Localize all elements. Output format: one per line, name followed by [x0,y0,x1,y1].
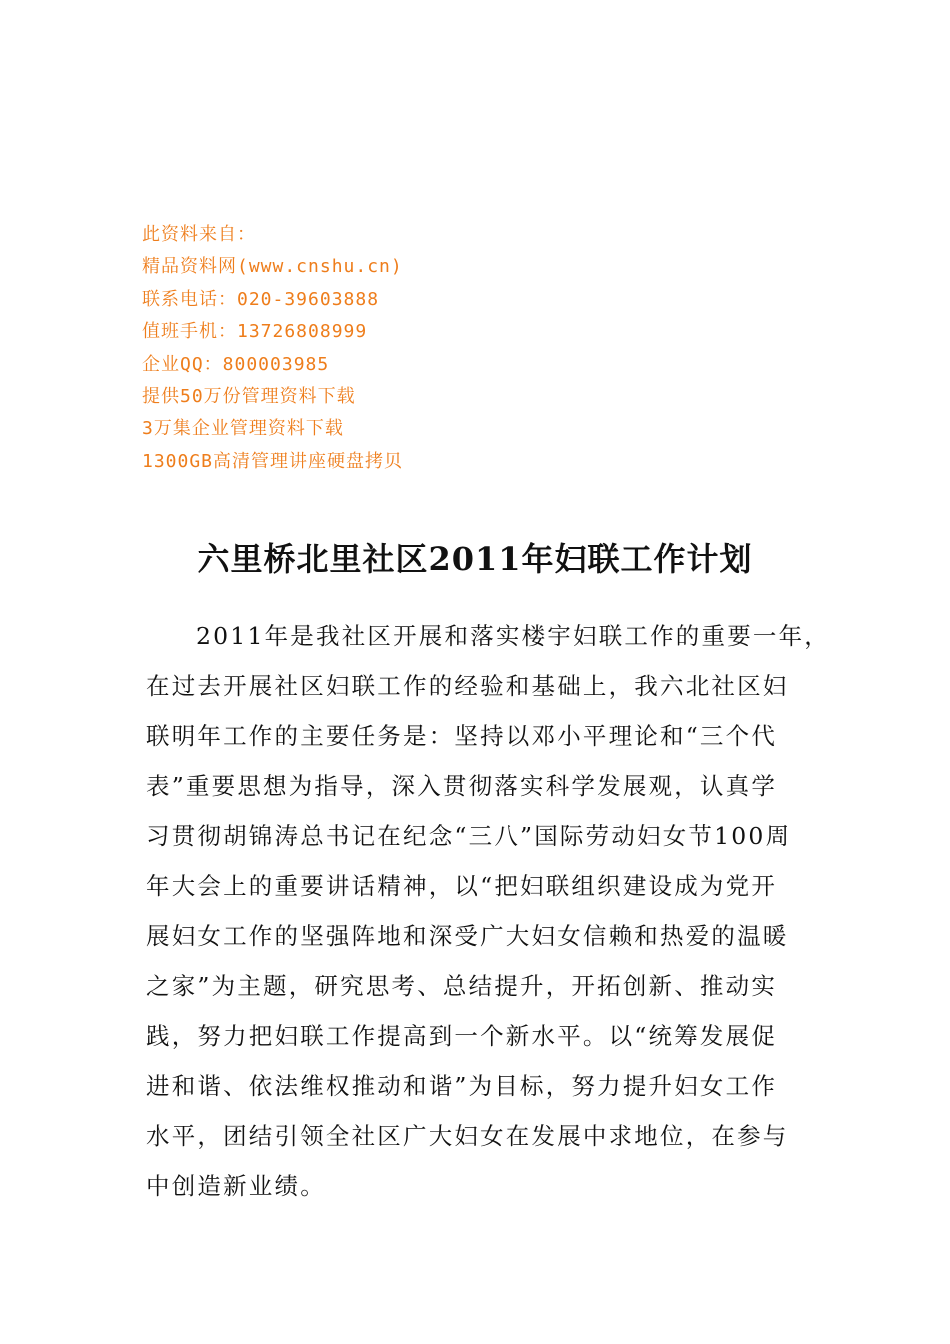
paragraph-line: 之家”为主题，研究思考、总结提升，开拓创新、推动实 [146,972,778,1000]
document-title: 六里桥北里社区2011年妇联工作计划 [197,540,753,578]
paragraph-line: 表”重要思想为指导，深入贯彻落实科学发展观，认真学 [146,772,778,800]
paragraph-line: 习贯彻胡锦涛总书记在纪念“三八”国际劳动妇女节100周 [146,822,792,850]
paragraph-line: 进和谐、依法维权推动和谐”为目标，努力提升妇女工作 [146,1072,778,1100]
body-paragraph [146,611,831,1211]
paragraph-line: 在过去开展社区妇联工作的经验和基础上，我六北社区妇 [146,672,789,700]
source-line-qq: 企业QQ：800003985 [142,353,330,375]
paragraph-line: 践，努力把妇联工作提高到一个新水平。以“统筹发展促 [146,1022,778,1050]
paragraph-line: 2011年是我社区开展和落实楼宇妇联工作的重要一年， [196,622,831,650]
source-line-website: 精品资料网(www.cnshu.cn) [142,256,403,278]
paragraph-line: 联明年工作的主要任务是：坚持以邓小平理论和“三个代 [146,722,778,750]
paragraph-line: 中创造新业绩。 [146,1172,326,1200]
source-line-offer-2: 3万集企业管理资料下载 [142,418,344,440]
source-line-phone: 联系电话：020-39603888 [142,288,380,310]
source-line-offer-1: 提供50万份管理资料下载 [142,386,356,408]
paragraph-line: 年大会上的重要讲话精神，以“把妇联组织建设成为党开 [146,872,778,900]
paragraph-line: 展妇女工作的坚强阵地和深受广大妇女信赖和热爱的温暖 [146,922,789,950]
paragraph-line: 水平，团结引领全社区广大妇女在发展中求地位，在参与 [146,1122,789,1150]
source-line-header: 此资料来自： [142,224,256,245]
source-line-offer-3: 1300GB高清管理讲座硬盘拷贝 [142,450,404,472]
source-line-mobile: 值班手机：13726808999 [142,321,368,343]
source-info-block [142,219,742,478]
